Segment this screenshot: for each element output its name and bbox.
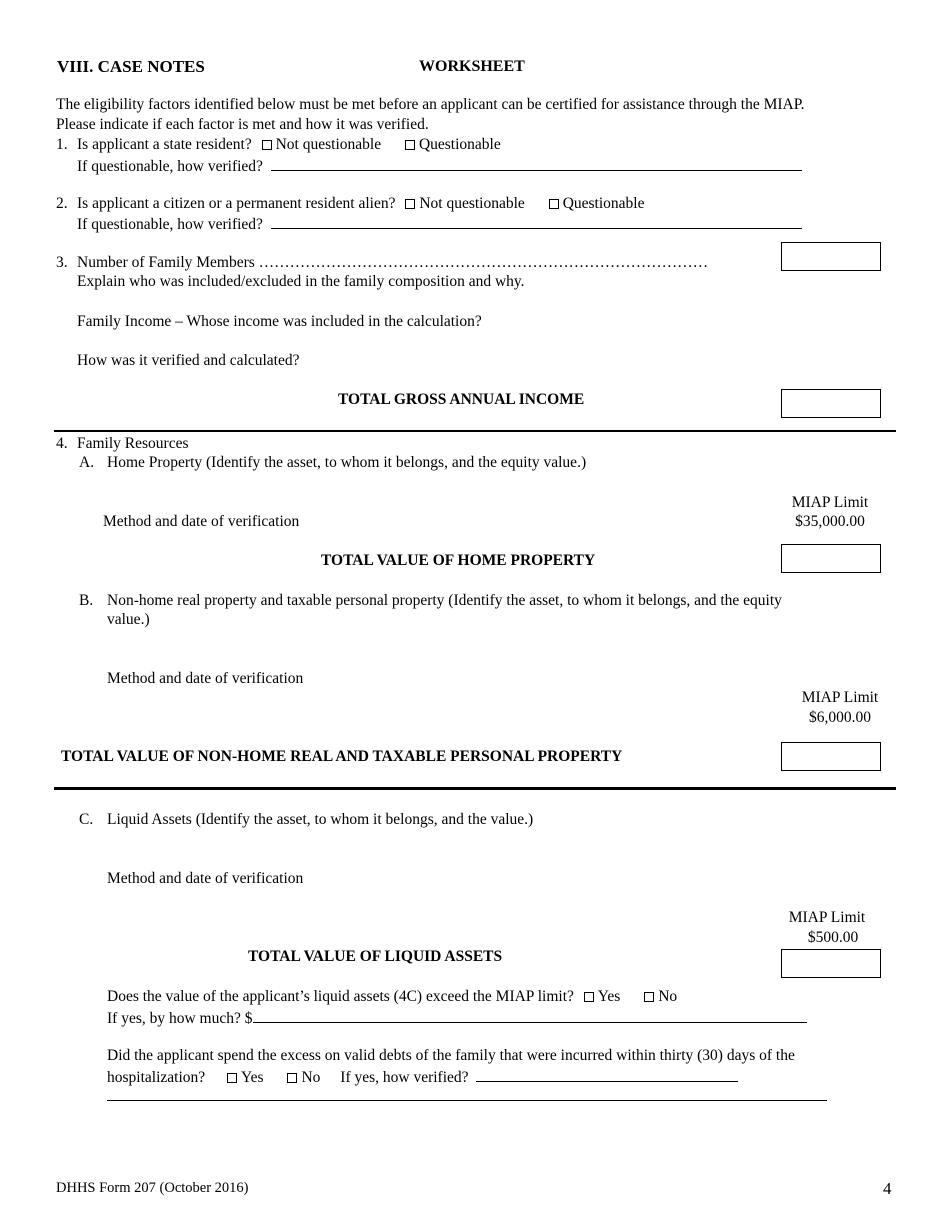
q2-verify-label: If questionable, how verified? bbox=[77, 216, 263, 233]
q3-explain: Explain who was included/excluded in the family composition and why. bbox=[77, 273, 525, 290]
spend-verify-field[interactable] bbox=[476, 1066, 738, 1082]
q1-question-row bbox=[77, 135, 501, 155]
q4a-letter: A. bbox=[79, 454, 95, 471]
q4-number: 4. bbox=[56, 435, 68, 452]
how-much-label: If yes, by how much? $ bbox=[107, 1010, 253, 1027]
divider-1 bbox=[54, 430, 896, 432]
q1-verify-field[interactable] bbox=[271, 155, 802, 171]
total-income-box[interactable] bbox=[781, 389, 881, 418]
q1-verify-row bbox=[77, 155, 802, 177]
q4b-text-line-2: value.) bbox=[107, 611, 150, 628]
q1-question: Is applicant a state resident? bbox=[77, 136, 252, 153]
q4b-method: Method and date of verification bbox=[107, 670, 304, 687]
q4a-limit-label: MIAP Limit bbox=[791, 494, 869, 511]
q4c-method: Method and date of verification bbox=[107, 870, 304, 887]
q2-not-questionable-label: Not questionable bbox=[419, 195, 525, 212]
spend-question-line-2: hospitalization? bbox=[107, 1069, 206, 1086]
exceed-no-checkbox[interactable] bbox=[644, 992, 654, 1002]
q4c-limit-label: MIAP Limit bbox=[788, 909, 866, 926]
exceed-yes-checkbox[interactable] bbox=[584, 992, 594, 1002]
spend-verify-field-continued[interactable] bbox=[107, 1100, 827, 1101]
spend-verify-label: If yes, how verified? bbox=[340, 1069, 469, 1086]
q4b-text-line-1: Non-home real property and taxable personal property (Identify the asset, to whom it belongs, and the equity bbox=[107, 592, 782, 609]
q4c-text: Liquid Assets (Identify the asset, to whom it belongs, and the value.) bbox=[107, 811, 534, 828]
spend-yes-label: Yes bbox=[241, 1069, 264, 1086]
total-non-home-property-box[interactable] bbox=[781, 742, 881, 771]
q1-number: 1. bbox=[56, 136, 68, 153]
how-much-field[interactable] bbox=[253, 1007, 807, 1023]
q4a-limit-value: $35,000.00 bbox=[795, 513, 865, 530]
q3-verify-question: How was it verified and calculated? bbox=[77, 352, 300, 369]
page-number: 4 bbox=[883, 1179, 892, 1198]
form-id: DHHS Form 207 (October 2016) bbox=[56, 1180, 249, 1196]
intro-line-1: The eligibility factors identified below must be met before an applicant can be certified for assistance through the MIAP. bbox=[56, 96, 805, 113]
exceed-no-label: No bbox=[658, 988, 678, 1005]
q1-questionable-label: Questionable bbox=[418, 136, 501, 153]
worksheet-title: WORKSHEET bbox=[419, 58, 525, 75]
q1-questionable-checkbox[interactable] bbox=[405, 140, 415, 150]
q2-questionable-label: Questionable bbox=[562, 195, 645, 212]
q3-number: 3. bbox=[56, 254, 68, 271]
q4a-text: Home Property (Identify the asset, to whom it belongs, and the equity value.) bbox=[107, 454, 587, 471]
q2-question-row bbox=[77, 194, 644, 214]
q2-questionable-checkbox[interactable] bbox=[549, 199, 559, 209]
total-non-home-property-label: TOTAL VALUE OF NON-HOME REAL AND TAXABLE PERSONAL PROPERTY bbox=[61, 748, 623, 765]
spend-no-label: No bbox=[301, 1069, 321, 1086]
q4-label: Family Resources bbox=[77, 435, 189, 452]
divider-2 bbox=[54, 787, 896, 790]
total-liquid-assets-box[interactable] bbox=[781, 949, 881, 978]
spend-question-row bbox=[107, 1066, 738, 1088]
spend-yes-checkbox[interactable] bbox=[227, 1073, 237, 1083]
q2-not-questionable-checkbox[interactable] bbox=[405, 199, 415, 209]
q1-not-questionable-checkbox[interactable] bbox=[262, 140, 272, 150]
q4b-limit-value: $6,000.00 bbox=[809, 709, 871, 726]
exceed-yes-label: Yes bbox=[597, 988, 621, 1005]
q4b-letter: B. bbox=[79, 592, 94, 609]
exceed-question-row bbox=[107, 987, 677, 1007]
q2-number: 2. bbox=[56, 195, 68, 212]
q2-question: Is applicant a citizen or a permanent resident alien? bbox=[77, 195, 396, 212]
family-members-box[interactable] bbox=[781, 242, 881, 271]
q1-not-questionable-label: Not questionable bbox=[275, 136, 382, 153]
spend-no-checkbox[interactable] bbox=[287, 1073, 297, 1083]
intro-line-2: Please indicate if each factor is met and how it was verified. bbox=[56, 116, 429, 133]
q4c-letter: C. bbox=[79, 811, 94, 828]
total-liquid-assets-label: TOTAL VALUE OF LIQUID ASSETS bbox=[248, 948, 503, 965]
section-title: VIII. CASE NOTES bbox=[57, 57, 205, 76]
q4a-method: Method and date of verification bbox=[103, 513, 300, 530]
total-home-property-box[interactable] bbox=[781, 544, 881, 573]
q3-family-members-label: Number of Family Members …………………………………………………………………………… bbox=[77, 254, 709, 271]
spend-question-line-1: Did the applicant spend the excess on valid debts of the family that were incurred within thirty (30) days of the bbox=[107, 1047, 795, 1064]
total-income-label: TOTAL GROSS ANNUAL INCOME bbox=[338, 391, 585, 408]
q3-income-question: Family Income – Whose income was included in the calculation? bbox=[77, 313, 482, 330]
q2-verify-field[interactable] bbox=[271, 213, 802, 229]
total-home-property-label: TOTAL VALUE OF HOME PROPERTY bbox=[321, 552, 596, 569]
how-much-row bbox=[107, 1007, 807, 1029]
q2-verify-row bbox=[77, 213, 802, 235]
q4b-limit-label: MIAP Limit bbox=[801, 689, 879, 706]
exceed-question: Does the value of the applicant’s liquid assets (4C) exceed the MIAP limit? bbox=[107, 988, 574, 1005]
q4c-limit-value: $500.00 bbox=[807, 929, 859, 946]
q1-verify-label: If questionable, how verified? bbox=[77, 158, 263, 175]
